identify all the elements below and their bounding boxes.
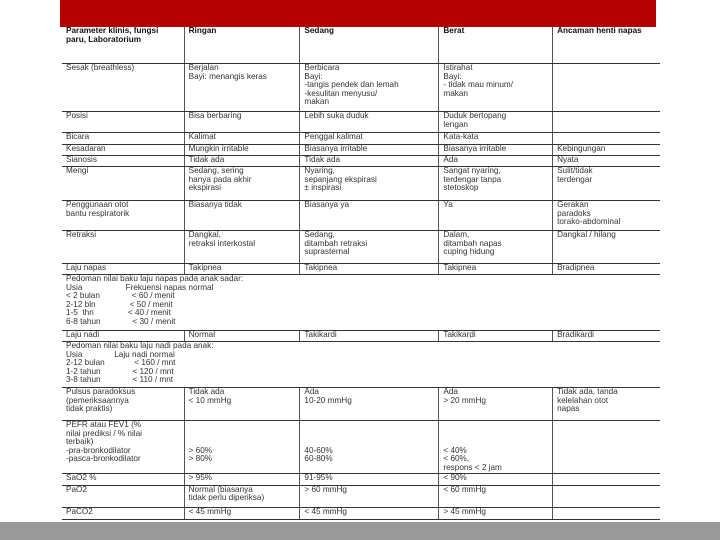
severity-cell: < 45 mmHg — [184, 507, 300, 519]
severity-cell: Bisa berbaring — [184, 112, 300, 133]
severity-cell: Ya — [439, 201, 553, 231]
severity-cell: Dangkal, retraksi interkostal — [184, 231, 300, 264]
severity-cell: Bradikardi — [553, 331, 660, 342]
severity-cell: > 95% — [184, 473, 300, 485]
parameter-cell: Laju napas — [62, 264, 184, 275]
severity-cell: Dangkal / hilang — [553, 231, 660, 264]
parameter-cell: SaO2 % — [62, 473, 184, 485]
severity-cell: Ada — [439, 156, 553, 167]
severity-cell: Takikardi — [300, 331, 439, 342]
parameter-cell: PaO2 — [62, 485, 184, 507]
footer-grey-bar — [0, 522, 720, 540]
asthma-severity-table — [62, 27, 660, 520]
table-row — [62, 112, 660, 133]
severity-cell: Tidak ada < 10 mmHg — [184, 388, 300, 421]
severity-cell — [553, 421, 660, 474]
severity-cell: Sedang, sering hanya pada akhir ekspirasi — [184, 167, 300, 201]
severity-cell: Ada > 20 mmHg — [439, 388, 553, 421]
severity-cell: > 60 mmHg — [300, 485, 439, 507]
severity-cell: 91-95% — [300, 473, 439, 485]
severity-cell: Mungkin irritable — [184, 145, 300, 156]
severity-cell: Normal — [184, 331, 300, 342]
severity-cell: Berjalan Bayi: menangis keras — [184, 64, 300, 112]
severity-cell: Kalimat — [184, 133, 300, 145]
severity-cell: Biasanya ya — [300, 201, 439, 231]
severity-cell: Istirahat Bayi: - tidak mau minum/ makan — [439, 64, 553, 112]
parameter-cell: Posisi — [62, 112, 184, 133]
table-row — [62, 167, 660, 201]
severity-cell: Takikardi — [439, 331, 553, 342]
severity-cell: Penggal kalimat — [300, 133, 439, 145]
severity-cell: Biasanya irritable — [300, 145, 439, 156]
severity-cell: Tidak ada — [184, 156, 300, 167]
column-header: Ringan — [184, 27, 300, 64]
header-red-bar — [60, 0, 656, 27]
column-header: Sedang — [300, 27, 439, 64]
severity-cell: Berbicara Bayi: -tangis pendek dan lemah -kesulitan menyusu/ makan — [300, 64, 439, 112]
severity-cell: Nyata — [553, 156, 660, 167]
table-row — [62, 145, 660, 156]
severity-cell: 40-60% 60-80% — [300, 421, 439, 474]
table-row — [62, 473, 660, 485]
table-row — [62, 156, 660, 167]
severity-cell: Gerakan paradoks torako-abdominal — [553, 201, 660, 231]
severity-cell: Bradipnea — [553, 264, 660, 275]
column-header: Ancaman henti napas — [553, 27, 660, 64]
severity-cell: Ada 10-20 mmHg — [300, 388, 439, 421]
table-row — [62, 388, 660, 421]
severity-cell: Takipnea — [300, 264, 439, 275]
table-row — [62, 421, 660, 474]
table-row — [62, 64, 660, 112]
severity-cell — [553, 507, 660, 519]
column-header: Parameter klinis, fungsi paru, Laboratorium — [62, 27, 184, 64]
severity-cell: Takipnea — [439, 264, 553, 275]
severity-cell: Nyaring, sepanjang ekspirasi ± inspirasi — [300, 167, 439, 201]
severity-cell — [553, 133, 660, 145]
severity-cell: Dalam, ditambah napas cuping hidung — [439, 231, 553, 264]
severity-cell: Biasanya tidak — [184, 201, 300, 231]
parameter-cell: Penggunaan otot bantu respiratorik — [62, 201, 184, 231]
severity-cell: Tidak ada, tanda kelelahan otot napas — [553, 388, 660, 421]
severity-cell: < 45 mmHg — [300, 507, 439, 519]
severity-cell: Sangat nyaring, terdengar tanpa stetoskop — [439, 167, 553, 201]
severity-cell — [553, 112, 660, 133]
reference-values-cell: Pedoman nilai baku laju nadi pada anak: Usia Laju nadi normal 2-12 bulan < 160 / mnt 1-2 tahun < 120 / mnt 3-8 tahun < 110 / mnt — [62, 342, 660, 388]
severity-cell: > 60% > 80% — [184, 421, 300, 474]
severity-cell: < 90% — [439, 473, 553, 485]
severity-cell: < 60 mmHg — [439, 485, 553, 507]
table-row — [62, 485, 660, 507]
parameter-cell: PEFR atau FEV1 (% nilai prediksi / % nilai terbaik) -pra-bronkodilator -pasca-bronkodilator — [62, 421, 184, 474]
table-row — [62, 507, 660, 519]
severity-cell: Lebih suka duduk — [300, 112, 439, 133]
table-body — [62, 64, 660, 520]
parameter-cell: PaCO2 — [62, 507, 184, 519]
parameter-cell: Mengi — [62, 167, 184, 201]
severity-cell — [553, 64, 660, 112]
severity-cell — [553, 473, 660, 485]
severity-cell: Tidak ada — [300, 156, 439, 167]
severity-cell: Biasanya irritable — [439, 145, 553, 156]
parameter-cell: Sianosis — [62, 156, 184, 167]
parameter-cell: Bicara — [62, 133, 184, 145]
severity-cell: Takipnea — [184, 264, 300, 275]
table-row — [62, 342, 660, 388]
severity-cell: > 45 mmHg — [439, 507, 553, 519]
severity-cell: Kebingungan — [553, 145, 660, 156]
column-header: Berat — [439, 27, 553, 64]
severity-cell: Kata-kata — [439, 133, 553, 145]
table-row — [62, 264, 660, 275]
document-sheet — [62, 27, 660, 522]
parameter-cell: Laju nadi — [62, 331, 184, 342]
severity-cell: Normal (biasanya tidak perlu diperiksa) — [184, 485, 300, 507]
parameter-cell: Sesak (breathless) — [62, 64, 184, 112]
table-header-row — [62, 27, 660, 64]
severity-cell — [553, 485, 660, 507]
severity-cell: Sulit/tidak terdengar — [553, 167, 660, 201]
severity-cell: Sedang, ditambah retraksi suprasternal — [300, 231, 439, 264]
parameter-cell: Retraksi — [62, 231, 184, 264]
parameter-cell: Kesadaran — [62, 145, 184, 156]
severity-cell: < 40% < 60%, respons < 2 jam — [439, 421, 553, 474]
table-row — [62, 275, 660, 331]
severity-cell: Duduk bertopang lengan — [439, 112, 553, 133]
table-row — [62, 231, 660, 264]
parameter-cell: Pulsus paradoksus (pemeriksaannya tidak praktis) — [62, 388, 184, 421]
table-row — [62, 201, 660, 231]
reference-values-cell: Pedoman nilai baku laju napas pada anak sadar: Usia Frekuensi napas normal < 2 bulan < 60 / menit 2-12 bln < 50 / menit 1-5 thn < 40 / menit 6-8 tahun < 30 / menit — [62, 275, 660, 331]
table-row — [62, 331, 660, 342]
table-row — [62, 133, 660, 145]
